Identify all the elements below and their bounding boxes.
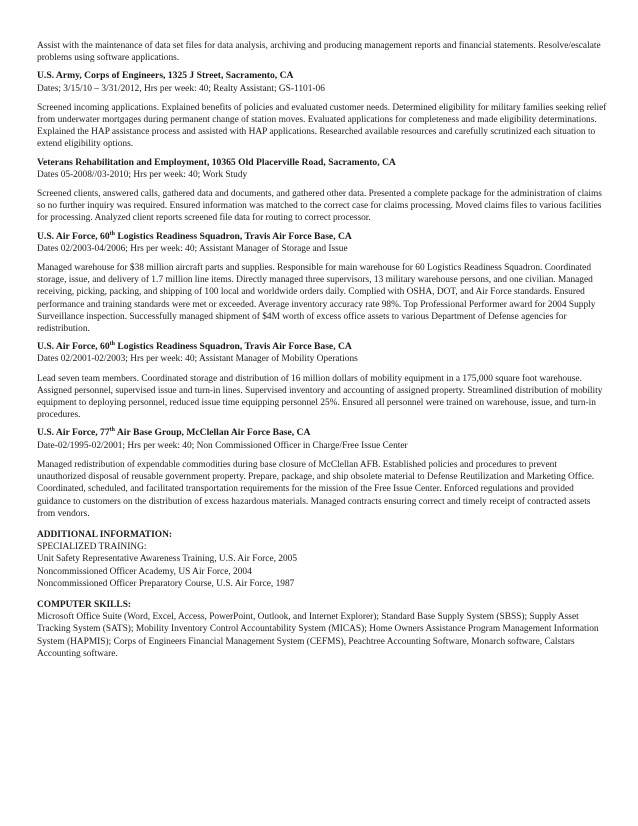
job-description: Managed redistribution of expendable commodities during base closure of McClellan AFB. Established policies and procedures to prevent unauthorized disposal of reusable government property. Prepare, package, and ship obsolete material to Defense Reutilization and Marketing Office. Coordinated, scheduled, and facilitated transportation requirements for the mission of the Free Issue Center. Enforced regulations and provided guidance to customers on the distribution of excess hazardous materials. Managed contracts ensuring correct and timely receipt of contracted assets from vendors. xyxy=(37,459,595,519)
job-meta: Date-02/1995-02/2001; Hrs per week: 40; Non Commissioned Officer in Charge/Free Issue Center xyxy=(37,440,408,451)
intro-paragraph: Assist with the maintenance of data set files for data analysis, archiving and producing management reports and financial statements. Resolve/escalate problems using software applications. xyxy=(37,41,601,64)
job-description: Screened clients, answered calls, gathered data and documents, and gathered other data. Presented a complete package for the administration of claims so no further inquiry was required. Ensured information was matched to the correct case for claims processing. Moved claims files to various facilities for processing. Analyzed client reports screened file data for routing to correct processor. xyxy=(37,189,602,224)
job-meta: Dates 02/2003-04/2006; Hrs per week: 40; Assistant Manager of Storage and Issue xyxy=(37,243,348,254)
job-entry-storage-issue xyxy=(37,231,608,336)
job-meta: Dates 05-2008//03-2010; Hrs per week: 40; Work Study xyxy=(37,169,248,180)
job-heading: U.S. Air Force, 77th Air Base Group, McClellan Air Force Base, CA xyxy=(37,427,311,439)
training-item: Noncommissioned Officer Preparatory Course, U.S. Air Force, 1987 xyxy=(37,578,295,589)
specialized-training-subtitle: SPECIALIZED TRAINING: xyxy=(37,542,147,553)
additional-information-section xyxy=(37,529,608,590)
job-meta: Dates; 3/15/10 – 3/31/2012, Hrs per week: 40; Realty Assistant; GS-1101-06 xyxy=(37,83,325,94)
job-description: Managed warehouse for $38 million aircraft parts and supplies. Responsible for main warehouse for 60 Logistics Readiness Squadron. Coordinated storage, issue, and delivery of 1.7 million line items. Directly managed three supervisors, 13 military warehouse persons, and one civilian. Managed receiving, picking, packing, and shipping of 100 local and worldwide orders daily. Complied with OSHA, DOT, and Air Force standards. Ensured performance and training standards were met or exceeded. Average inventory accuracy rate 98%. Top Professional Performer award for 2004 Supply Surveillance inspection. Successfully managed shipment of $4M worth of excess office assets to various Department of Defense agencies for redistribution. xyxy=(37,263,596,335)
job-meta: Dates 02/2001-02/2003; Hrs per week: 40; Assistant Manager of Mobility Operations xyxy=(37,354,358,365)
job-entry-free-issue-center xyxy=(37,427,608,519)
additional-information-title: ADDITIONAL INFORMATION: xyxy=(37,529,172,540)
job-description: Screened incoming applications. Explained benefits of policies and evaluated customer needs. Determined eligibility for military families seeking relief from underwater mortgages during permanent change of station moves. Evaluated applications for completeness and made eligibility determinations. Explained the HAP assistance process and assisted with HAP applications. Researched available resources and carefully scrutinized each situation to extend eligibility options. xyxy=(37,102,607,150)
job-entry-army-corps xyxy=(37,70,608,150)
job-description: Lead seven team members. Coordinated storage and distribution of 16 million dollars of mobility equipment in a 175,000 square foot warehouse. Assigned personnel, supervised issue and turn-in lines. Supervised inventory and accounting of assigned property. Streamlined distribution of mobility equipment to deploying personnel, reduced issue time equipping personnel 25%. Ensured all personnel were trained on warehouse, issue, and turn-in procedures. xyxy=(37,373,603,421)
computer-skills-title: COMPUTER SKILLS: xyxy=(37,599,132,610)
training-item: Unit Safety Representative Awareness Training, U.S. Air Force, 2005 xyxy=(37,554,298,565)
job-heading: U.S. Air Force, 60th Logistics Readiness Squadron, Travis Air Force Base, CA xyxy=(37,341,352,353)
computer-skills-section xyxy=(37,599,608,660)
job-heading: U.S. Air Force, 60th Logistics Readiness Squadron, Travis Air Force Base, CA xyxy=(37,230,352,242)
job-heading: Veterans Rehabilitation and Employment, 10365 Old Placerville Road, Sacramento, CA xyxy=(37,156,396,168)
job-entry-veterans xyxy=(37,157,608,225)
computer-skills-text: Microsoft Office Suite (Word, Excel, Access, PowerPoint, Outlook, and Internet Explorer); Standard Base Supply System (SBSS); Supply Asset Tracking System (SATS); Mobility Inventory Control Accountability System (MICAS); Home Owners Assistance Program Management Information System (HAPMIS); Corps of Engineers Financial Management System (CEFMS), Peachtree Accounting Software, Monarch software, Calstars Accounting software. xyxy=(37,612,599,659)
job-heading: U.S. Army, Corps of Engineers, 1325 J Street, Sacramento, CA xyxy=(37,70,294,82)
training-item: Noncommissioned Officer Academy, US Air Force, 2004 xyxy=(37,566,252,577)
job-entry-mobility-operations xyxy=(37,341,608,421)
